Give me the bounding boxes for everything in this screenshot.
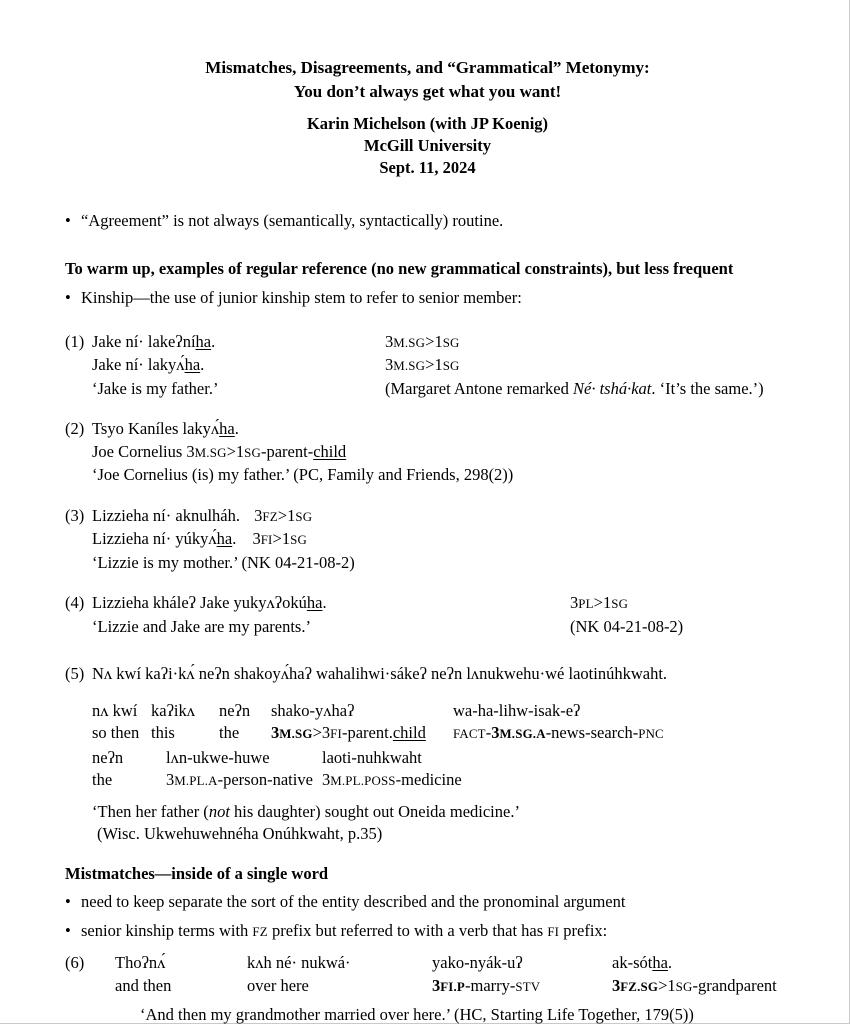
gloss-code: 3PL>1SG (570, 593, 629, 612)
gloss-code: 3M.SG>1SG (385, 355, 460, 374)
interlinear-block-1 (92, 700, 790, 746)
source-note: (Margaret Antone remarked Né· tshá·kat. ‘It’s the same.’) (385, 378, 764, 398)
interlinear-column (151, 700, 219, 746)
bullet-senior-text: senior kinship terms with FZ prefix but referred to with a verb that has FI prefix: (81, 920, 608, 940)
example-number: (2) (65, 419, 85, 438)
example-number: (1) (65, 331, 85, 351)
interlinear-block (115, 952, 790, 998)
example-5 (65, 663, 790, 846)
gloss-line: Joe Cornelius 3M.SG>1SG-parent-child (92, 441, 347, 461)
gloss-word: this (151, 723, 175, 742)
oneida-headline: Nʌ kwí kaʔi·kʌ́ neʔn shakoyʌ́haʔ wahalihwi·sákeʔ neʔn lʌnukwehu·wé laotinúhkwaht. (92, 664, 668, 683)
bullet-senior (65, 920, 790, 944)
bullet-kinship-text: Kinship—the use of junior kinship stem to refer to senior member: (81, 288, 522, 307)
interlinear-block-2 (92, 747, 790, 793)
page-subtitle: You don’t always get what you want! (293, 82, 562, 101)
oneida-word: ak-sótha. (612, 953, 673, 972)
example-4 (65, 592, 790, 638)
byline-block (65, 113, 790, 179)
oneida-line: Lizzieha ní· yúkyʌ́ha. (92, 529, 237, 548)
gloss-word: over here (247, 975, 309, 995)
interlinear-column (271, 700, 453, 746)
gloss-word: 3M.PL.POSS-medicine (322, 770, 462, 789)
example-3-row-1 (92, 505, 790, 529)
oneida-word: shako-yʌhaʔ (271, 700, 355, 720)
oneida-word: laoti-nuhkwaht (322, 747, 422, 767)
gloss-code: 3M.SG>1SG (385, 331, 460, 351)
gloss-word: 3FI.P-marry-STV (432, 975, 541, 995)
oneida-word: wa-ha-lihw-isak-eʔ (453, 700, 581, 720)
example-3 (65, 505, 790, 575)
oneida-line: Tsyo Kaníles lakyʌ́ha. (92, 419, 239, 438)
bullet-icon: • (65, 920, 71, 940)
gloss-word: so then (92, 723, 140, 742)
gloss-code: 3FZ>1SG (254, 505, 313, 525)
example-3-row-2 (92, 528, 790, 552)
gloss-word: 3FZ.SG>1SG-grandparent (612, 975, 777, 995)
example-2 (65, 418, 790, 487)
oneida-line: Jake ní· lakeʔníha. (92, 331, 216, 351)
oneida-word: neʔn (92, 747, 124, 767)
gloss-code: 3FI>1SG (252, 529, 307, 548)
example-number: (5) (65, 664, 85, 683)
oneida-word: Thoʔnʌ́ (115, 953, 166, 972)
interlinear-column (219, 700, 271, 746)
gloss-word: the (92, 770, 113, 789)
oneida-line: Lizzieha ní· aknulháh. (92, 505, 240, 525)
interlinear-column (92, 747, 166, 793)
bullet-kinship (65, 287, 790, 310)
author-line: Karin Michelson (with JP Koenig) (306, 114, 549, 133)
oneida-word: lʌn-ukwe-huwe (166, 747, 270, 767)
example-number: (3) (65, 505, 85, 525)
bullet-sort-text: need to keep separate the sort of the entity described and the pronominal argument (81, 892, 626, 911)
gloss-word: the (219, 723, 240, 742)
warmup-heading: To warm up, examples of regular reference (no new grammatical constraints), but less frequent (65, 258, 734, 278)
translation-line: ‘Then her father (not his daughter) sought out Oneida medicine.’ (92, 801, 520, 821)
oneida-word: neʔn (219, 700, 251, 720)
oneida-word: kʌh né· nukwá· (247, 953, 351, 972)
source-note: (NK 04-21-08-2) (570, 616, 684, 636)
interlinear-column (92, 700, 151, 746)
bullet-icon: • (65, 892, 71, 911)
translation-line: ‘And then my grandmother married over here.’ (HC, Starting Life Together, 179(5)) (140, 1005, 694, 1024)
interlinear-column (453, 700, 672, 746)
bullet-icon: • (65, 288, 71, 307)
translation-line: ‘Lizzie and Jake are my parents.’ (92, 616, 311, 636)
bullet-agreement (65, 210, 790, 233)
translation-line: ‘Jake is my father.’ (92, 378, 219, 398)
mismatch-heading: Mistmatches—inside of a single word (65, 863, 329, 883)
interlinear-column (115, 952, 247, 998)
example-1-row-2 (92, 354, 790, 378)
translation-line: ‘Joe Cornelius (is) my father.’ (PC, Family and Friends, 298(2)) (92, 465, 514, 484)
gloss-word: 3M.PL.A-person-native (166, 770, 313, 789)
gloss-word: 3M.SG>3FI-parent.child (271, 723, 426, 742)
page-title: Mismatches, Disagreements, and “Grammatical” Metonymy: (205, 58, 650, 77)
example-1 (65, 331, 790, 401)
interlinear-column (432, 952, 612, 998)
example-4-row-2 (92, 616, 790, 639)
bullet-agreement-text: “Agreement” is not always (semantically, syntactically) routine. (81, 211, 504, 230)
interlinear-column (612, 952, 785, 998)
example-number: (4) (65, 593, 85, 612)
example-1-row-3 (92, 378, 790, 401)
bullet-sort (65, 891, 790, 914)
oneida-word: kaʔikʌ (151, 700, 195, 720)
gloss-word: FACT-3M.SG.A-news-search-PNC (453, 723, 664, 742)
example-6 (65, 952, 790, 1024)
bullet-icon: • (65, 211, 71, 230)
oneida-line: Lizzieha kháleʔ Jake yukyʌʔokúha. (92, 593, 327, 612)
affiliation-line: McGill University (364, 136, 491, 155)
interlinear-column (247, 952, 432, 998)
example-1-row-1 (92, 331, 790, 355)
oneida-line: Jake ní· lakyʌ́ha. (92, 355, 205, 374)
source-note: (Wisc. Ukwehuwehnéha Onúhkwaht, p.35) (97, 824, 383, 843)
interlinear-column (166, 747, 322, 793)
date-line: Sept. 11, 2024 (379, 158, 476, 177)
interlinear-column (322, 747, 470, 793)
translation-line: ‘Lizzie is my mother.’ (NK 04-21-08-2) (92, 552, 355, 572)
oneida-word: nʌ kwí (92, 700, 138, 720)
example-4-row-1 (92, 592, 790, 616)
oneida-word: yako-nyák-uʔ (432, 953, 523, 972)
gloss-word: and then (115, 975, 172, 995)
example-number: (6) (65, 953, 85, 972)
